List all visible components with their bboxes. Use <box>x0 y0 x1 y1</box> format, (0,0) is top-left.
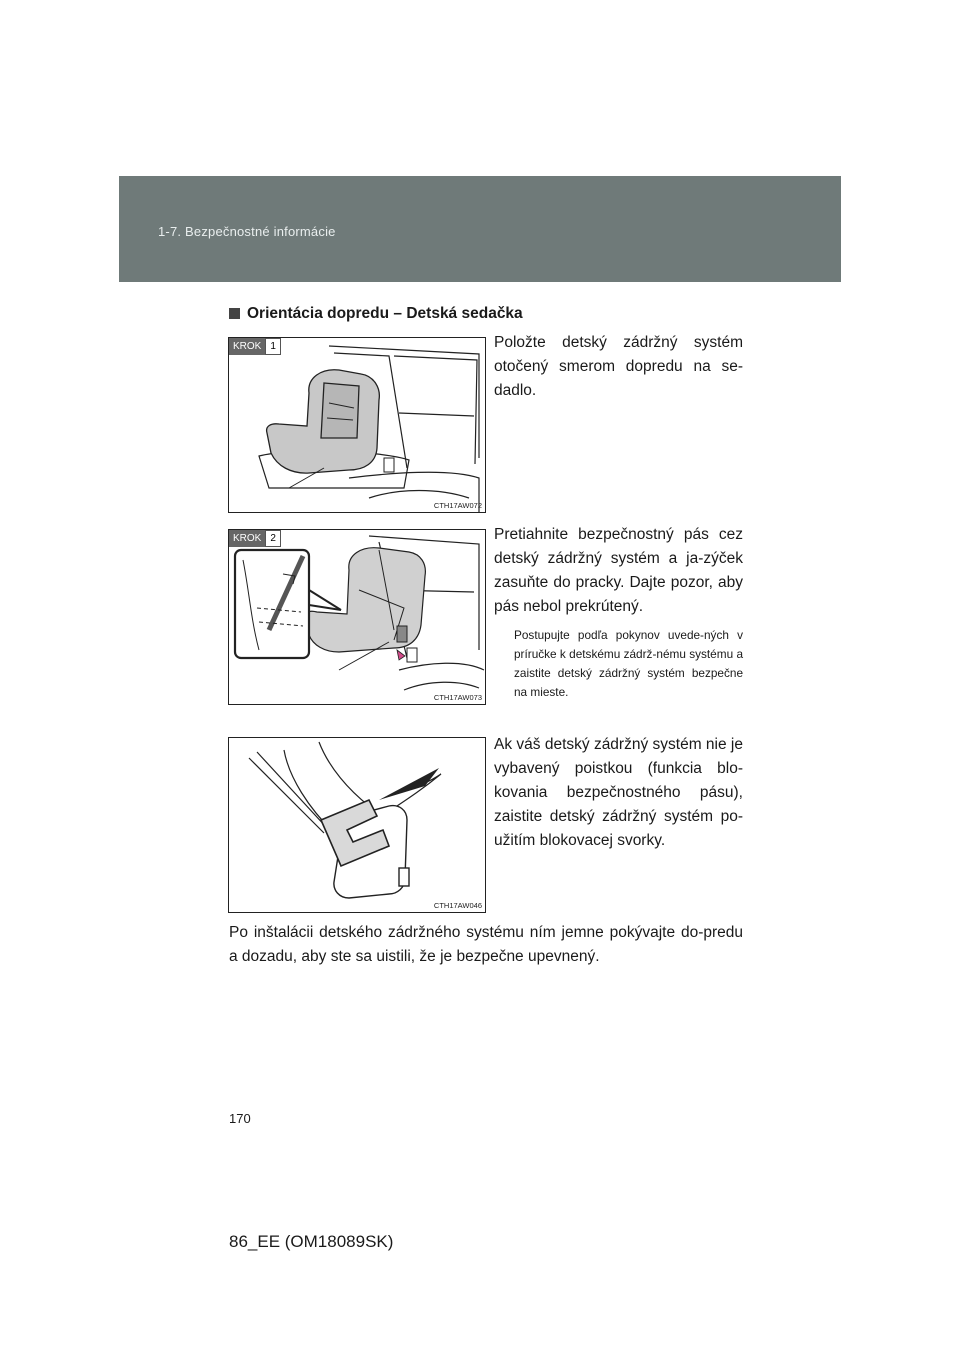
step-badge <box>229 530 281 547</box>
figure-code: CTH17AW046 <box>433 901 482 910</box>
section-header-band <box>119 176 841 282</box>
step-badge <box>229 338 281 355</box>
figure-code: CTH17AW072 <box>433 501 482 510</box>
step-badge-label: KROK <box>229 338 265 355</box>
step-1-text: Položte detský zádržný systém otočený smerom dopredu na se-dadlo. <box>494 334 743 399</box>
section-title: 1-7. Bezpečnostné informácie <box>158 224 336 239</box>
figure-code: CTH17AW073 <box>433 693 482 702</box>
locking-clip-text: Ak váš detský zádržný systém nie je vybavený poistkou (funkcia blo-kovania bezpečnostného pásu), zaistite detský zádržný systém po-užitím blokovacej svorky. <box>494 736 743 849</box>
step-badge-number: 2 <box>265 530 281 547</box>
step-2-note: Postupujte podľa pokynov uvede-ných v príručke k detskému zádrž-nému systému a zaistite detský zádržný systém bezpečne na mieste. <box>514 628 743 699</box>
figure-locking-clip <box>228 737 486 913</box>
document-code: 86_EE (OM18089SK) <box>229 1232 394 1251</box>
heading-text: Orientácia dopredu – Detská sedačka <box>247 305 523 322</box>
figure-step-1 <box>228 337 486 513</box>
child-seat-on-rear-seat-illustration <box>229 338 485 512</box>
locking-clip-illustration <box>229 738 485 912</box>
seat-belt-routing-illustration <box>229 530 485 704</box>
figure-step-2 <box>228 529 486 705</box>
step-badge-number: 1 <box>265 338 281 355</box>
square-bullet-icon <box>229 308 240 319</box>
page-number: 170 <box>229 1111 251 1126</box>
step-badge-label: KROK <box>229 530 265 547</box>
section-heading <box>229 305 523 323</box>
step-2-text: Pretiahnite bezpečnostný pás cez detský zádržný systém a ja-zýček zasuňte do pracky. Dajte pozor, aby pás nebol prekrútený. <box>494 526 743 615</box>
closing-paragraph: Po inštalácii detského zádržného systému ním jemne pokývajte do-predu a dozadu, aby ste sa uistili, že je bezpečne upevnený. <box>229 924 743 965</box>
